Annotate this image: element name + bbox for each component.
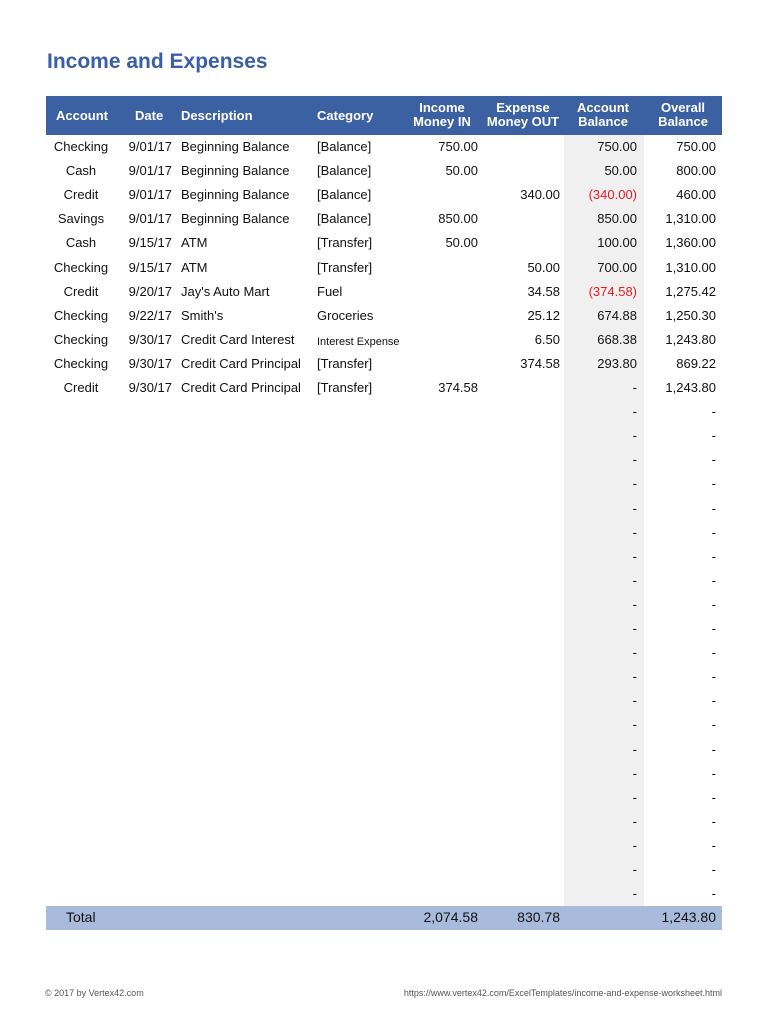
cell-overall-balance: - (711, 621, 716, 636)
header-expense-line1: Expense (496, 100, 550, 115)
cell-account-balance: - (632, 621, 637, 636)
header-income-line2: Money IN (413, 114, 471, 129)
cell-expense: 50.00 (527, 259, 560, 275)
cell-overall-balance: - (711, 572, 716, 588)
cell-date: 9/22/17 (128, 307, 172, 323)
empty-row (46, 400, 722, 424)
cell-account-balance: - (632, 404, 637, 420)
table-row (46, 231, 722, 255)
table-row (46, 159, 722, 183)
empty-row (46, 569, 722, 593)
cell-expense: 6.50 (534, 331, 560, 347)
cell-overall-balance: - (711, 524, 716, 540)
cell-category: [Transfer] (317, 235, 373, 251)
empty-row (46, 448, 722, 472)
cell-expense: 34.58 (527, 283, 560, 299)
cell-overall-balance: 750.00 (676, 139, 716, 154)
empty-row (46, 834, 722, 858)
cell-overall-balance: 1,275.42 (665, 283, 716, 299)
empty-row (46, 882, 722, 906)
cell-date: 9/01/17 (128, 187, 172, 203)
cell-account: Credit (63, 283, 99, 299)
cell-date: 9/01/17 (128, 211, 172, 227)
empty-row (46, 424, 722, 448)
cell-account: Savings (57, 211, 105, 227)
cell-account-balance: (374.58) (588, 283, 637, 299)
cell-description: Credit Card Principal (181, 380, 301, 395)
cell-category: Fuel (317, 283, 343, 299)
cell-account-balance: - (632, 476, 637, 492)
empty-row (46, 617, 722, 641)
table-row (46, 304, 722, 328)
cell-account-balance: 850.00 (597, 211, 637, 227)
income-expense-table (46, 96, 722, 930)
cell-expense: 374.58 (520, 355, 560, 371)
cell-date: 9/30/17 (128, 355, 172, 371)
header-overall-line1: Overall (660, 100, 706, 115)
cell-account: Cash (65, 163, 97, 179)
cell-date: 9/30/17 (128, 331, 172, 347)
cell-category: [Transfer] (317, 355, 373, 371)
cell-account-balance: - (632, 741, 637, 757)
cell-date: 9/01/17 (128, 139, 172, 154)
cell-account-balance: - (632, 837, 637, 853)
cell-description: Credit Card Interest (181, 331, 295, 347)
header-overall-balance (643, 101, 723, 129)
cell-account: Checking (53, 355, 109, 371)
cell-overall-balance: - (711, 548, 716, 564)
header-date: Date (135, 108, 164, 123)
cell-category: [Balance] (317, 211, 372, 227)
cell-category: Interest Expense (317, 335, 400, 348)
cell-account-balance: - (632, 669, 637, 685)
header-expense (483, 101, 563, 129)
empty-row (46, 593, 722, 617)
cell-account-balance: - (632, 862, 637, 877)
cell-overall-balance: 869.22 (676, 355, 716, 371)
cell-overall-balance: - (711, 404, 716, 420)
total-row (46, 906, 722, 930)
page-title: Income and Expenses (47, 50, 268, 73)
cell-overall-balance: - (711, 452, 716, 468)
cell-account: Checking (53, 259, 109, 275)
cell-description: Beginning Balance (181, 139, 290, 154)
table-body (46, 135, 722, 906)
cell-income: 50.00 (445, 163, 478, 179)
cell-date: 9/01/17 (128, 163, 172, 179)
empty-row (46, 497, 722, 521)
cell-overall-balance: 1,310.00 (665, 211, 716, 227)
cell-account: Checking (53, 307, 109, 323)
cell-category: [Balance] (317, 163, 372, 179)
cell-description: Smith's (181, 307, 224, 323)
empty-row (46, 762, 722, 786)
empty-row (46, 810, 722, 834)
header-account-balance-line2: Balance (578, 114, 628, 129)
cell-account-balance: - (632, 596, 637, 612)
empty-row (46, 858, 722, 882)
cell-description: Beginning Balance (181, 187, 290, 203)
table-row (46, 207, 722, 231)
cell-account-balance: 100.00 (597, 235, 637, 251)
cell-overall-balance: 1,250.30 (665, 307, 716, 323)
cell-description: ATM (181, 235, 208, 251)
header-account-balance-line1: Account (577, 100, 629, 115)
cell-account-balance: - (632, 886, 637, 902)
cell-expense: 340.00 (520, 187, 560, 203)
cell-category: [Transfer] (317, 380, 373, 395)
empty-row (46, 545, 722, 569)
table-row (46, 328, 722, 352)
header-expense-line2: Money OUT (486, 114, 560, 129)
cell-account-balance: 750.00 (597, 139, 637, 154)
empty-row (46, 472, 722, 496)
cell-description: Jay's Auto Mart (181, 283, 270, 299)
cell-overall-balance: - (711, 862, 716, 877)
header-category: Category (317, 108, 374, 123)
cell-overall-balance: - (711, 741, 716, 757)
cell-description: Beginning Balance (181, 211, 290, 227)
table-row (46, 135, 722, 159)
cell-date: 9/20/17 (128, 283, 172, 299)
empty-row (46, 738, 722, 762)
cell-overall-balance: 1,310.00 (665, 259, 716, 275)
total-expense: 830.78 (517, 909, 560, 925)
cell-overall-balance: - (711, 813, 716, 829)
header-income (398, 101, 486, 129)
cell-date: 9/15/17 (128, 259, 172, 275)
cell-account-balance: 674.88 (597, 307, 637, 323)
header-overall-line2: Balance (658, 114, 708, 129)
cell-overall-balance: - (711, 717, 716, 733)
cell-account-balance: - (632, 789, 637, 805)
table-row (46, 376, 722, 400)
cell-description: Credit Card Principal (181, 355, 301, 371)
table-row (46, 256, 722, 280)
cell-account: Checking (53, 331, 109, 347)
cell-overall-balance: - (711, 645, 716, 661)
total-label: Total (66, 909, 96, 925)
cell-account-balance: 50.00 (604, 163, 637, 179)
cell-account-balance: 293.80 (597, 355, 637, 371)
total-income: 2,074.58 (423, 909, 478, 925)
cell-overall-balance: - (711, 428, 716, 444)
empty-row (46, 665, 722, 689)
cell-account-balance: - (632, 452, 637, 468)
empty-row (46, 713, 722, 737)
cell-account-balance: - (632, 765, 637, 781)
cell-account: Cash (65, 235, 97, 251)
header-income-line1: Income (419, 100, 465, 115)
footer-url[interactable]: https://www.vertex42.com/ExcelTemplates/income-and-expense-worksheet.html (403, 988, 722, 998)
cell-account-balance: - (632, 524, 637, 540)
cell-account-balance: - (632, 572, 637, 588)
cell-overall-balance: 1,243.80 (665, 380, 716, 395)
table-row (46, 280, 722, 304)
cell-account-balance: (340.00) (588, 187, 637, 203)
cell-overall-balance: 800.00 (676, 163, 716, 179)
cell-description: Beginning Balance (181, 163, 290, 179)
cell-category: [Balance] (317, 187, 372, 203)
cell-date: 9/30/17 (128, 380, 172, 395)
cell-income: 750.00 (438, 139, 478, 154)
cell-overall-balance: - (711, 500, 716, 516)
table-row (46, 183, 722, 207)
cell-account-balance: 668.38 (597, 331, 637, 347)
cell-account: Credit (63, 187, 99, 203)
cell-account-balance: - (632, 500, 637, 516)
cell-overall-balance: - (711, 837, 716, 853)
total-overall: 1,243.80 (661, 909, 716, 925)
cell-date: 9/15/17 (128, 235, 172, 251)
cell-account: Checking (53, 139, 109, 154)
header-description: Description (181, 108, 253, 123)
cell-overall-balance: - (711, 596, 716, 612)
cell-overall-balance: - (711, 693, 716, 709)
cell-account-balance: - (632, 548, 637, 564)
cell-account-balance: - (632, 693, 637, 709)
cell-overall-balance: - (711, 886, 716, 902)
cell-overall-balance: 460.00 (676, 187, 716, 203)
cell-overall-balance: 1,243.80 (665, 331, 716, 347)
cell-expense: 25.12 (527, 307, 560, 323)
cell-category: [Transfer] (317, 259, 373, 275)
cell-overall-balance: 1,360.00 (665, 235, 716, 251)
cell-category: Groceries (317, 307, 374, 323)
header-account-balance (563, 101, 643, 129)
cell-description: ATM (181, 259, 208, 275)
empty-row (46, 521, 722, 545)
cell-account-balance: - (632, 380, 637, 395)
table-header (46, 96, 722, 135)
empty-row (46, 689, 722, 713)
cell-account-balance: - (632, 645, 637, 661)
cell-overall-balance: - (711, 476, 716, 492)
cell-account-balance: 700.00 (597, 259, 637, 275)
cell-overall-balance: - (711, 765, 716, 781)
cell-account-balance: - (632, 813, 637, 829)
empty-row (46, 786, 722, 810)
cell-income: 50.00 (445, 235, 478, 251)
cell-account-balance: - (632, 717, 637, 733)
table-row (46, 352, 722, 376)
cell-income: 850.00 (438, 211, 478, 227)
cell-income: 374.58 (438, 380, 478, 395)
cell-account: Credit (63, 380, 99, 395)
footer-copyright: © 2017 by Vertex42.com (45, 988, 144, 998)
cell-overall-balance: - (711, 669, 716, 685)
cell-account-balance: - (632, 428, 637, 444)
header-account: Account (56, 108, 108, 123)
cell-overall-balance: - (711, 789, 716, 805)
cell-category: [Balance] (317, 139, 372, 154)
empty-row (46, 641, 722, 665)
